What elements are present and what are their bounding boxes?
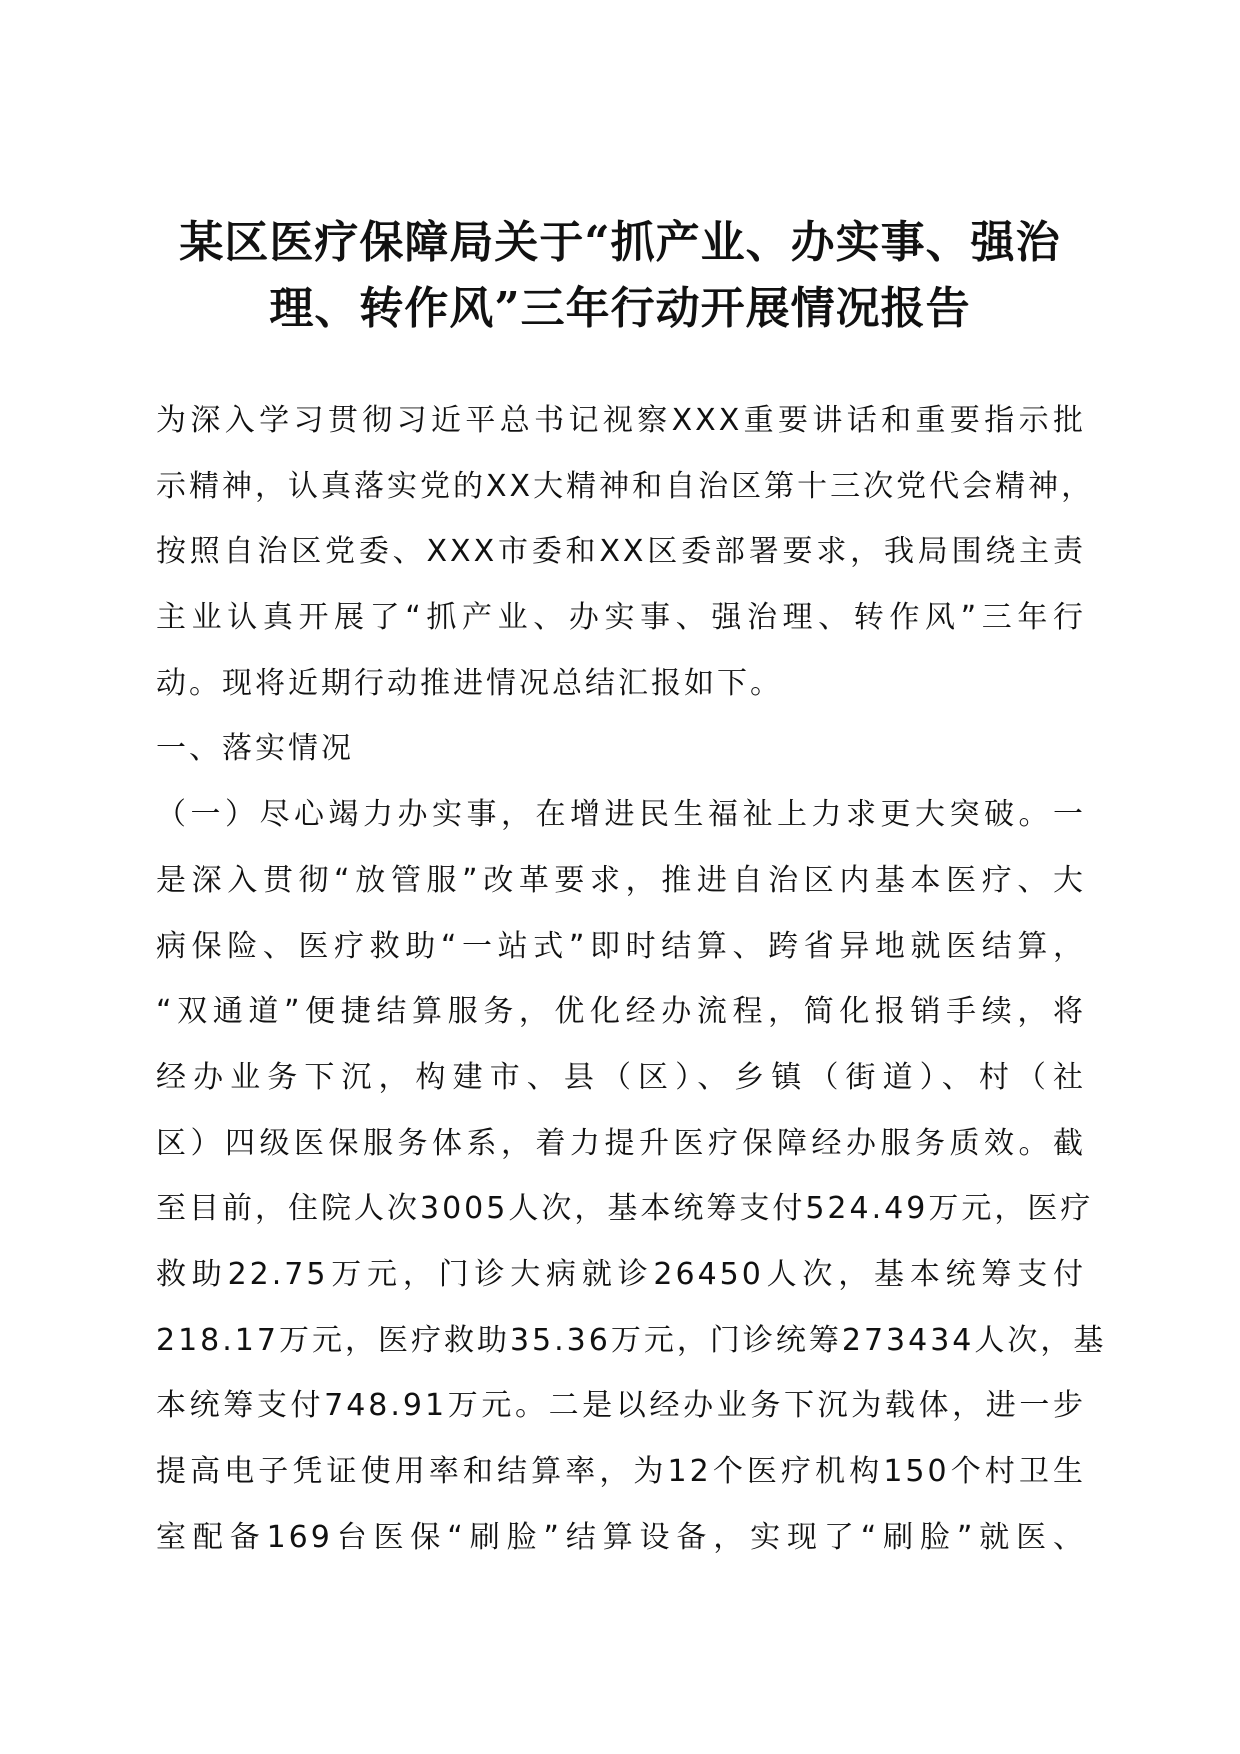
body-line: 按照自治区党委、XXX市委和XX区委部署要求，我局围绕主责: [156, 534, 1086, 570]
body-line: （一）尽心竭力办实事，在增进民生福祉上力求更大突破。一: [156, 797, 1086, 833]
body-line: 经办业务下沉，构建市、县（区）、乡镇（街道）、村（社: [156, 1059, 1086, 1095]
body-line: 主业认真开展了“抓产业、办实事、强治理、转作风”三年行: [156, 600, 1086, 636]
body-line: 示精神，认真落实党的XX大精神和自治区第十三次党代会精神，: [156, 468, 1095, 504]
section-heading: 一、落实情况: [156, 731, 354, 767]
body-line: 提高电子凭证使用率和结算率，为12个医疗机构150个村卫生: [156, 1454, 1086, 1489]
body-line: “双通道”便捷结算服务，优化经办流程，简化报销手续，将: [156, 994, 1086, 1030]
body-line: 室配备169台医保“刷脸”结算设备，实现了“刷脸”就医、: [156, 1519, 1086, 1555]
body-line: 病保险、医疗救助“一站式”即时结算、跨省异地就医结算，: [156, 928, 1086, 964]
body-line: 本统筹支付748.91万元。二是以经办业务下沉为载体，进一步: [156, 1388, 1086, 1424]
body-line: 动。现将近期行动推进情况总结汇报如下。: [156, 665, 783, 701]
title-line: 理、转作风”三年行动开展情况报告: [269, 283, 971, 334]
body-line: 至目前，住院人次3005人次，基本统筹支付524.49万元，医疗: [156, 1191, 1094, 1227]
body-line: 区）四级医保服务体系，着力提升医疗保障经办服务质效。截: [156, 1125, 1086, 1161]
body-line: 为深入学习贯彻习近平总书记视察XXX重要讲话和重要指示批: [156, 403, 1086, 438]
body-line: 是深入贯彻“放管服”改革要求，推进自治区内基本医疗、大: [156, 862, 1086, 898]
body-line: 救助22.75万元，门诊大病就诊26450人次，基本统筹支付: [156, 1256, 1086, 1292]
document-body: [156, 388, 1107, 1570]
document-title: [150, 210, 1090, 342]
title-line: 某区医疗保障局关于“抓产业、办实事、强治: [179, 217, 1061, 268]
body-line: 218.17万元，医疗救助35.36万元，门诊统筹273434人次，基: [156, 1322, 1107, 1358]
